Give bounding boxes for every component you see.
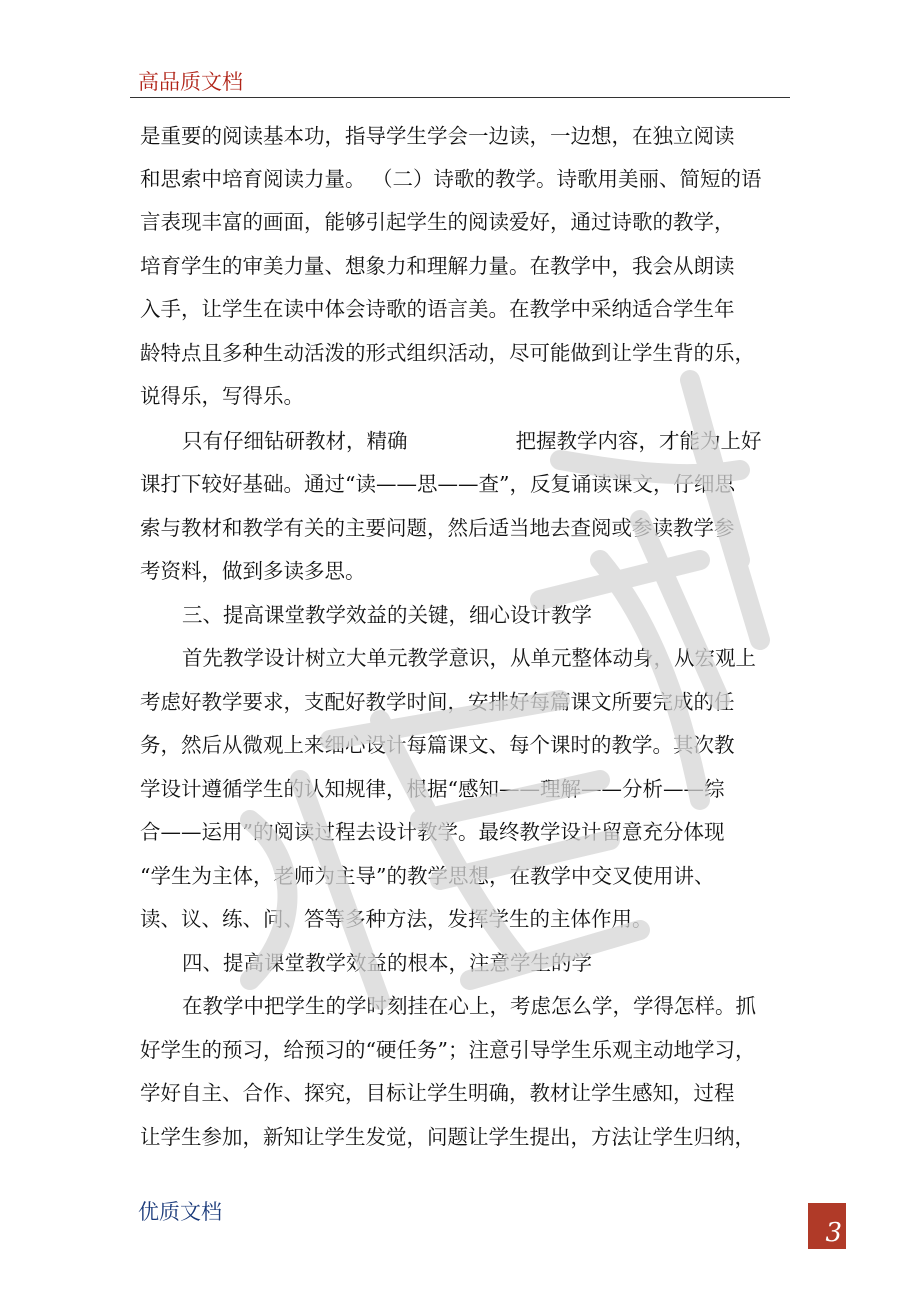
body-line: 考资料，做到多读多思。 (140, 559, 366, 583)
body-line: 读、议、练、问、答等多种方法，发挥学生的主体作用。 (140, 907, 653, 931)
body-line: 考虑好教学要求，支配好教学时间，安排好每篇课文所要完成的任 (140, 690, 735, 714)
body-line: 培育学生的审美力量、想象力和理解力量。在教学中，我会从朗读 (140, 254, 735, 278)
body-line: 说得乐，写得乐。 (140, 384, 304, 408)
body-line: 言表现丰富的画面，能够引起学生的阅读爱好，通过诗歌的教学， (140, 210, 735, 234)
body-line: 索与教材和教学有关的主要问题，然后适当地去查阅或参读教学参 (140, 516, 735, 540)
body-line: 和思索中培育阅读力量。 （二）诗歌的教学。诗歌用美丽、简短的语 (140, 167, 762, 191)
body-line: 在教学中把学生的学时刻挂在心上，考虑怎么学，学得怎样。抓 (182, 994, 756, 1018)
body-line (182, 426, 762, 456)
body-line: “学生为主体，老师为主导”的教学思想，在教学中交叉使用讲、 (140, 864, 715, 888)
body-line: 合——运用”的阅读过程去设计教学。最终教学设计留意充分体现 (140, 820, 725, 844)
section-heading: 四、提高课堂教学效益的根本，注意学生的学 (182, 951, 592, 975)
body-line: 让学生参加，新知让学生发觉，问题让学生提出，方法让学生归纳， (140, 1125, 755, 1149)
body-line: 学好自主、合作、探究，目标让学生明确，教材让学生感知，过程 (140, 1081, 735, 1105)
header-title: 高品质文档 (138, 70, 243, 94)
page-number: 3 (825, 1218, 842, 1248)
body-line: 好学生的预习，给预习的“硬任务”；注意引导学生乐观主动地学习， (140, 1038, 756, 1062)
body-line: 入手，让学生在读中体会诗歌的语言美。在教学中采纳适合学生年 (140, 297, 735, 321)
body-line: 务，然后从微观上来细心设计每篇课文、每个课时的教学。其次教 (140, 733, 735, 757)
header-divider (130, 97, 790, 98)
body-line-part: 把握教学内容，才能为上好 (515, 429, 762, 453)
section-heading: 三、提高课堂教学效益的关键，细心设计教学 (182, 603, 592, 627)
body-line-part: 只有仔细钻研教材，精确 (182, 429, 408, 453)
body-line: 学设计遵循学生的认知规律，根据“感知——理解——分析——综 (140, 777, 725, 801)
page-number-badge (808, 1203, 846, 1249)
body-line: 龄特点且多种生动活泼的形式组织活动，尽可能做到让学生背的乐， (140, 341, 755, 365)
footer-label: 优质文档 (138, 1200, 222, 1224)
body-line: 首先教学设计树立大单元教学意识，从单元整体动身，从宏观上 (182, 646, 756, 670)
body-line: 是重要的阅读基本功，指导学生学会一边读，一边想，在独立阅读 (140, 124, 735, 148)
body-line: 课打下较好基础。通过“读——思——查”，反复诵读课文，仔细思 (140, 472, 735, 496)
